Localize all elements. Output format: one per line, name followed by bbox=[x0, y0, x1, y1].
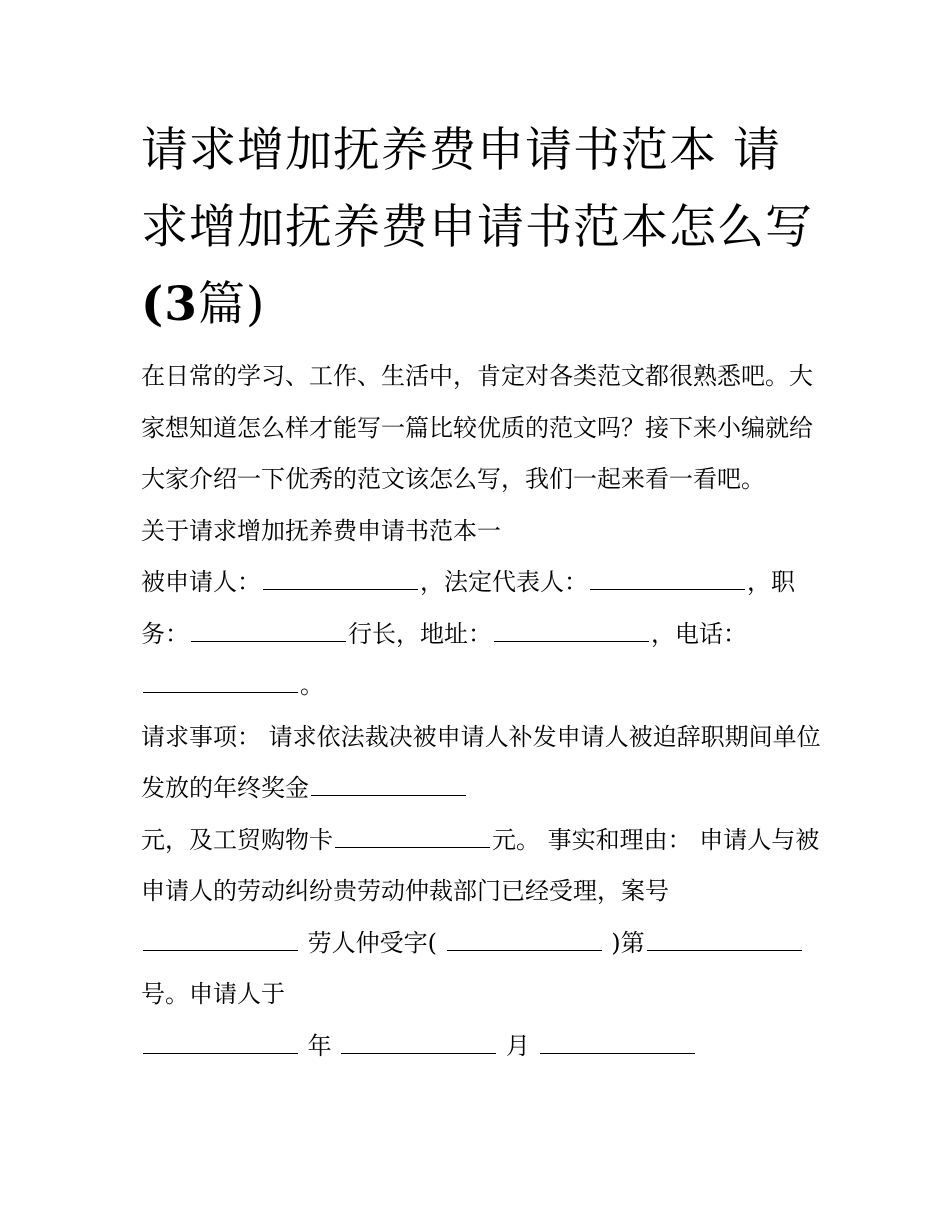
blank-year[interactable] bbox=[143, 1031, 298, 1054]
claim-paragraph bbox=[141, 712, 821, 815]
legal-rep-label: ，法定代表人： bbox=[420, 568, 588, 596]
section-heading: 关于请求增加抚养费申请书范本一 bbox=[141, 516, 501, 545]
case-mid-text: 劳人仲受字( bbox=[300, 928, 445, 957]
hao-text: 号。申请人于 bbox=[141, 980, 285, 1008]
month-label: 月 bbox=[498, 1031, 538, 1060]
position-label: ，职务： bbox=[141, 568, 795, 648]
respondent-paragraph bbox=[141, 557, 821, 712]
blank-legal-rep[interactable] bbox=[590, 567, 745, 590]
document-page bbox=[141, 112, 821, 1072]
claim-text: 请求事项： 请求依法裁决被申请人补发申请人被迫辞职期间单位发放的年终奖金 bbox=[141, 722, 821, 802]
year-label: 年 bbox=[300, 1031, 340, 1060]
document-title bbox=[141, 112, 821, 343]
blank-case-word[interactable] bbox=[447, 928, 602, 951]
blank-day[interactable] bbox=[540, 1031, 695, 1054]
title-text: 请求增加抚养费申请书范本 请求增加抚养费申请书范本怎么写 bbox=[141, 123, 813, 255]
respondent-label: 被申请人： bbox=[141, 568, 261, 596]
position-suffix: 行长，地址： bbox=[348, 619, 492, 648]
title-count: (3 bbox=[141, 277, 198, 332]
blank-card[interactable] bbox=[335, 825, 490, 848]
blank-month[interactable] bbox=[341, 1031, 496, 1054]
phone-label: ，电话： bbox=[651, 619, 747, 648]
blank-case-year[interactable] bbox=[143, 928, 298, 951]
blank-position[interactable] bbox=[191, 619, 346, 642]
blank-address[interactable] bbox=[494, 619, 649, 642]
facts-paragraph bbox=[141, 815, 821, 970]
case-end-text: )第 bbox=[603, 928, 645, 957]
blank-case-number[interactable] bbox=[647, 928, 802, 951]
date-paragraph bbox=[141, 969, 821, 1021]
period: 。 bbox=[300, 671, 324, 699]
yuan-text-2: 元。 事实和理由： 申请人与被申请人的劳动纠纷贵劳动仲裁部门已经受理，案号 bbox=[141, 825, 820, 905]
yuan-text-1: 元，及工贸购物卡 bbox=[141, 825, 333, 854]
blank-respondent[interactable] bbox=[263, 567, 418, 590]
date-fill-line bbox=[141, 1021, 821, 1073]
title-suffix: 篇) bbox=[197, 277, 266, 332]
blank-phone[interactable] bbox=[143, 670, 298, 693]
blank-bonus[interactable] bbox=[311, 773, 466, 796]
intro-paragraph: 在日常的学习、工作、生活中，肯定对各类范文都很熟悉吧。大家想知道怎么样才能写一篇比较优质的范文吗？接下来小编就给大家介绍一下优秀的范文该怎么写，我们一起来看一看吧。 bbox=[141, 362, 813, 493]
